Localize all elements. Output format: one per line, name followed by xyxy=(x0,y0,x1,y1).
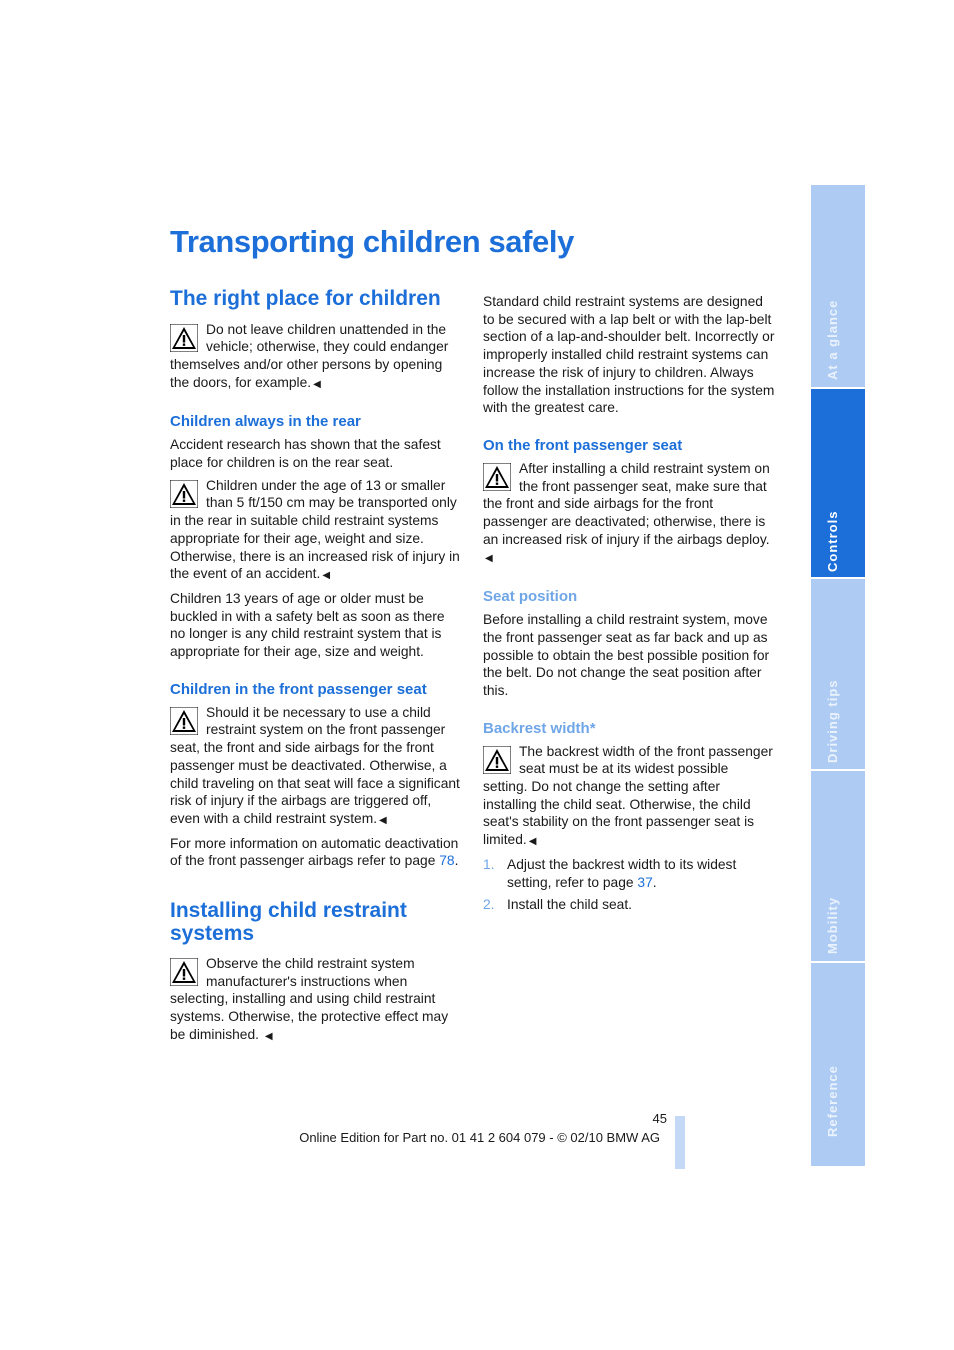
step-number: 1. xyxy=(483,856,495,872)
paragraph-rear: Accident research has shown that the safest place for children is on the rear seat. xyxy=(170,437,441,471)
step-number: 2. xyxy=(483,897,495,913)
warning-text: Children under the age of 13 or smaller than 5 ft/150 cm may be transported only in the rear in suitable child restraint systems appropriate for their age, weight and size. Otherwise, there is an increased risk of injury in the event of an accident. xyxy=(170,477,460,582)
end-mark-icon: ◀ xyxy=(264,1030,273,1042)
tab-driving-tips[interactable] xyxy=(811,579,865,769)
subheading-backrest-width: Backrest width* xyxy=(483,719,596,737)
tab-reference[interactable] xyxy=(811,963,865,1166)
steps-list xyxy=(483,856,775,914)
left-column xyxy=(170,288,462,1051)
warning-text: After installing a child restraint system on the front passenger seat, make sure that the front and side airbags for the front passenger are deactivated; otherwise, there is an increased risk of injury if the airbags deploy. xyxy=(483,460,770,547)
tab-label: Controls xyxy=(825,510,840,572)
warning-text: Should it be necessary to use a child restraint system on the front passenger seat, the front and side airbags for the front passenger must be deactivated. Otherwise, a child traveling on that seat will face a significant risk of injury if the airbags are triggered off, even with a child restraint system. xyxy=(170,704,460,826)
warning-icon xyxy=(170,324,198,352)
end-mark-icon: ◀ xyxy=(485,553,493,565)
warning-paragraph xyxy=(170,704,462,830)
list-item: 1. Adjust the backrest width to its widest setting, refer to page 37. xyxy=(483,856,737,890)
warning-paragraph xyxy=(483,460,775,568)
right-column xyxy=(483,293,775,919)
paragraph-seat-position: Before installing a child restraint system, move the front passenger seat as far back and up as possible to obtain the best possible position for the belt. Do not change the seat position after this. xyxy=(483,612,770,698)
warning-text: Do not leave children unattended in the vehicle; otherwise, they could endanger themselves and/or other persons by opening the doors, for example. xyxy=(170,321,449,390)
warning-paragraph xyxy=(483,743,775,851)
section-heading-installing: Installing child restraint systems xyxy=(170,899,407,945)
subheading-children-rear: Children always in the rear xyxy=(170,413,361,431)
step-text: Adjust the backrest width to its widest setting, refer to page xyxy=(507,856,737,890)
tab-label: Reference xyxy=(825,1065,840,1137)
step-text: Install the child seat. xyxy=(507,897,633,913)
tab-label: Driving tips xyxy=(825,679,840,763)
end-mark-icon: ◀ xyxy=(322,570,331,582)
footer-edition: Online Edition for Part no. 01 41 2 604 079 - © 02/10 BMW AG xyxy=(299,1130,660,1145)
tab-label: At a glance xyxy=(825,299,840,380)
warning-paragraph xyxy=(170,955,462,1046)
page-number: 45 xyxy=(652,1111,667,1126)
subheading-children-front: Children in the front passenger seat xyxy=(170,680,427,698)
warning-paragraph xyxy=(170,477,462,585)
warning-icon xyxy=(170,480,198,508)
tab-controls[interactable] xyxy=(811,389,865,577)
warning-icon xyxy=(483,463,511,491)
warning-icon xyxy=(483,746,511,774)
chapter-sidebar xyxy=(811,185,865,1166)
warning-paragraph xyxy=(170,321,462,394)
subheading-seat-position: Seat position xyxy=(483,588,578,606)
end-mark-icon: ◀ xyxy=(528,836,537,848)
end-mark-icon: ◀ xyxy=(313,378,321,390)
paragraph-13-years: Children 13 years of age or older must be buckled in with a safety belt as soon as there no longer is any child restraint system that is appropriate for their age, size and weight. xyxy=(170,590,445,660)
warning-icon xyxy=(170,707,198,735)
more-info-text: For more information on automatic deactivation of the front passenger airbags refer to page xyxy=(170,835,459,869)
tab-mobility[interactable] xyxy=(811,771,865,961)
paragraph-standard: Standard child restraint systems are designed to be secured with a lap belt or with the lap-belt section of a lap-and-shoulder belt. Incorrectly or improperly installed child restraint systems can increase the risk of injury to children. Always follow the installation instructions for the system with the greatest care. xyxy=(483,294,775,416)
warning-text: The backrest width of the front passenger seat must be at its widest possible setting. Do not change the setting after installing the child seat. Otherwise, the child seat's stability on the front passenger seat is limited. xyxy=(483,743,773,848)
tab-at-a-glance[interactable] xyxy=(811,185,865,387)
warning-text: Observe the child restraint system manufacturer's instructions when selecting, installing and using child restraint systems. Otherwise, the protective effect may be diminished. xyxy=(170,956,449,1042)
warning-icon xyxy=(170,958,198,986)
subheading-front-passenger-seat: On the front passenger seat xyxy=(483,436,683,454)
end-mark-icon: ◀ xyxy=(379,814,387,826)
footer-bar xyxy=(675,1116,685,1169)
paragraph-more-info: For more information on automatic deactivation of the front passenger airbags refer to page 78. xyxy=(170,835,459,869)
section-heading-right-place: The right place for children xyxy=(170,287,441,310)
tab-label: Mobility xyxy=(825,896,840,954)
page-link-78[interactable]: 78 xyxy=(439,853,455,869)
page-link-37[interactable]: 37 xyxy=(637,874,653,890)
list-item xyxy=(483,896,775,914)
page-title: Transporting children safely xyxy=(170,224,574,259)
